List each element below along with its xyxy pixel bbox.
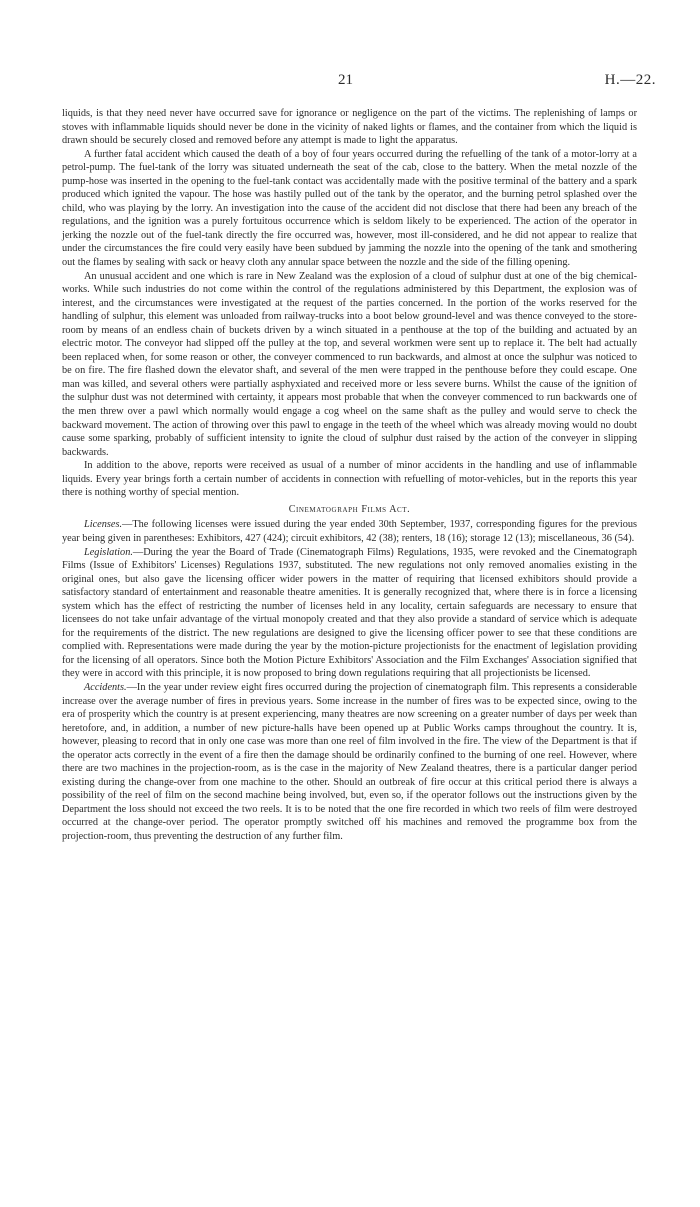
paragraph-legislation-text: —During the year the Board of Trade (Cinematograph Films) Regulations, 1935, were revoked and the Cinematograph Films (Issue of Exhibitors' Licenses) Regulations 1937, substituted. The new regulations not only removed anomalies existing in the original ones, but also gave the licensing officer wider powers in the matter of requiring that licensed exhibitors should provide a satisfactory standard of entertainment and reasonable theatre amenities. It is generally recognized that, where there is in force a licensing system which has the effect of restricting the number of licenses held in any locality, certain safeguards are necessary to ensure that licensees do not take unfair advantage of the virtual monopoly created and that they also provide a standard of service which is adequate for the requirements of the district. The new regulations are designed to give the licensing officer power to see that these conditions are complied with. Representations were made during the year by the motion-picture projectionists for the enactment of legislation providing for the licensing of all operators. Since both the Motion Picture Exhibitors' Association and the Film Exchanges' Association signified that they were in accord with this principle, it is now proposed to bring down regulations requiring that all projectionists be licensed.	[62, 546, 637, 680]
page-header	[0, 72, 700, 92]
paragraph-accidents	[62, 681, 637, 844]
run-in-heading-legislation: Legislation.	[84, 546, 133, 558]
document-code: H.—22.	[604, 72, 656, 88]
section-heading: Cinematograph Films Act.	[288, 503, 411, 515]
paragraph-liquids-conclusion: liquids, is that they need never have occurred save for ignorance or negligence on the part of the victims. The replenishing of lamps or stoves with inflammable liquids should never be done in the vicinity of naked lights or flames, and the container from which the liquid is drawn should be securely closed and removed before any attempt is made to light the apparatus.	[62, 108, 637, 147]
paragraph-petrol-pump-accident: A further fatal accident which caused the death of a boy of four years occurred during the refuelling of the tank of a motor-lorry at a petrol-pump. The fuel-tank of the lorry was situated underneath the seat of the cab, close to the battery. When the metal nozzle of the pump-hose was inserted in the opening to the fuel-tank contact was accidentally made with the positive terminal of the battery and a spark produced which ignited the vapour. The hose was hastily pulled out of the tank by the operator, and the burning petrol splashed over the child, who was playing by the lorry. An investigation into the cause of the accident did not disclose that there had been any breach of the regulations, and the ignition was a purely fortuitous occurrence which is seldom likely to be experienced. The action of the operator in jerking the nozzle out of the fuel-tank directly the fire occurred was, however, most ill-considered, and he did not appear to realize that under the circumstances the fire could very easily have been subdued by jamming the nozzle into the opening of the tank and smothering out the flames by sealing with sack or heavy cloth any annular space between the nozzle and the side of the filling opening.	[62, 148, 637, 269]
paragraph-minor-accidents: In addition to the above, reports were received as usual of a number of minor accidents in the handling and use of inflammable liquids. Every year brings forth a certain number of accidents in connection with refuelling of motor-vehicles, but in the reports this year there is nothing worthy of special mention.	[62, 460, 637, 499]
run-in-heading-licenses: Licenses.	[84, 519, 123, 531]
paragraph-licenses-text: —The following licenses were issued during the year ended 30th September, 1937, corresponding figures for the previous year being given in parentheses: Exhibitors, 427 (424); circuit exhibitors, 42 (38); renters, 18 (16); storage 12 (13); miscellaneous, 36 (54).	[62, 519, 637, 544]
page-number: 21	[338, 72, 353, 88]
paragraph-licenses	[62, 518, 637, 545]
paragraph-accidents-text: —In the year under review eight fires occurred during the projection of cinematograph film. This represents a considerable increase over the average number of fires in previous years. Some increase in the number of fires was to be expected since, owing to the era of prosperity which the country is at present experiencing, many theatres are now screening on a greater number of days per week than heretofore, and, in addition, a number of new picture-halls have been opened up at Public Works camps throughout the country. It is, however, pleasing to record that in only one case was more than one reel of film involved in the fire. The view of the Department is that if the operator acts correctly in the event of a fire then the damage should be ordinarily confined to the burning of one reel. However, where there are two machines in the projection-room, as is the case in the majority of New Zealand theatres, there is a particular danger period existing during the change-over from one machine to the other. Should an outbreak of fire occur at this critical period there is always a possibility of the reel of film on the second machine being involved, but, even so, if the operator follows out the instructions given by the Department the loss should not exceed the two reels. It is to be noted that the one fire recorded in which two reels of film were destroyed occurred at the change-over period. The operator promptly switched off his machines and removed the programme box from the projection-room, thus preventing the destruction of any further film.	[62, 681, 637, 842]
run-in-heading-accidents: Accidents.	[84, 681, 127, 693]
paragraph-legislation	[62, 546, 637, 681]
paragraph-sulphur-explosion: An unusual accident and one which is rare in New Zealand was the explosion of a cloud of sulphur dust at one of the big chemical-works. While such industries do not come within the control of the regulations administered by this Department, the explosion was of interest, and the circumstances were investigated at the request of the parties concerned. In the portion of the works reserved for the handling of sulphur, this element was unloaded from railway-trucks into a boot below ground-level and was thence conveyed to the store-room by means of an endless chain of buckets driven by a winch situated in a penthouse at the top of the building and actuated by an electric motor. The conveyor had slipped off the pulley at the top, and several workmen were sent up to replace it. The belt had actually been replaced when, for some reason or other, the conveyer commenced to run backwards, and almost at once the sulphur was noticed to be on fire. The fire flashed down the elevator shaft, and several of the men were trapped in the penthouse before they could escape. One man was killed, and several others were partially asphyxiated and received more or less severe burns. Whilst the cause of the ignition of the sulphur dust was not determined with certainty, it appears most probable that when the conveyer commenced to run backwards one of the men threw over a pawl which normally would engage a cog wheel on the same shaft as the pulley and would serve to check the backward movement. The action of throwing over this pawl to engage in the teeth of the wheel which was already moving would no doubt cause some sparking, probably of sufficient intensity to ignite the cloud of sulphur dust raised by the action of the conveyer in slipping backwards.	[62, 270, 637, 458]
body-text	[62, 107, 637, 844]
